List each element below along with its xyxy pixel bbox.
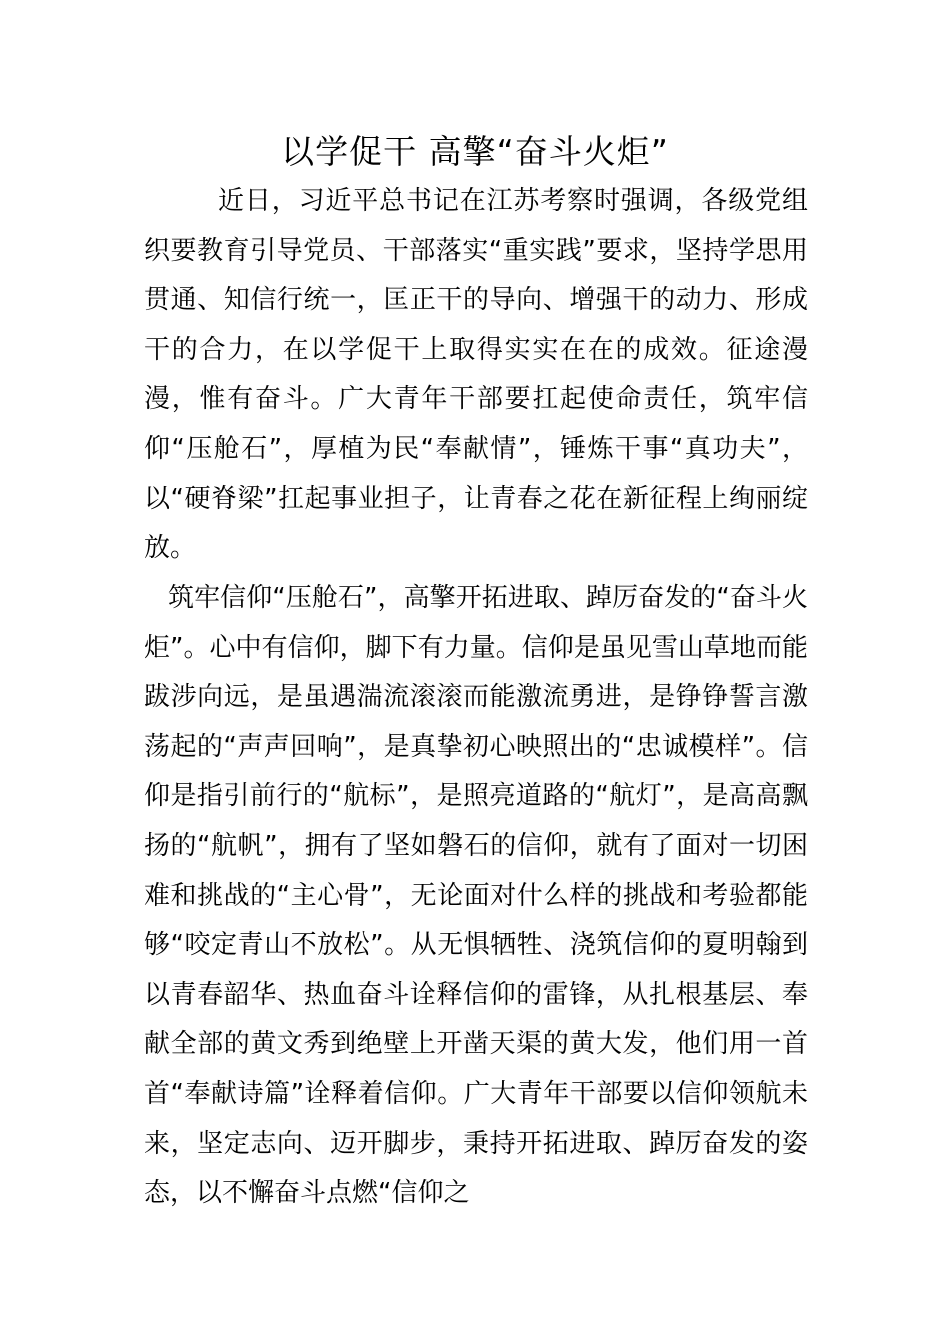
paragraph-faith: 筑牢信仰“压舱石”，高擎开拓进取、踔厉奋发的“奋斗火炬”。心中有信仰，脚下有力量。信仰是虽见雪山草地而能跋涉向远，是虽遇湍流滚滚而能激流勇进，是铮铮誓言激荡起的“声声回响”，是真挚初心映照出的“忠诚模样”。信仰是指引前行的“航标”，是照亮道路的“航灯”，是高高飘扬的“航帆”，拥有了坚如磐石的信仰，就有了面对一切困难和挑战的“主心骨”，无论面对什么样的挑战和考验都能够“咬定青山不放松”。从无惧牺牲、浇筑信仰的夏明翰到以青春韶华、热血奋斗诠释信仰的雷锋，从扎根基层、奉献全部的黄文秀到绝壁上开凿天渠的黄大发，他们用一首首“奉献诗篇”诠释着信仰。广大青年干部要以信仰领航未来，坚定志向、迈开脚步，秉持开拓进取、踔厉奋发的姿态，以不懈奋斗点燃“信仰之 [144, 583, 808, 1209]
paragraph-intro: 近日，习近平总书记在江苏考察时强调，各级党组织要教育引导党员、干部落实“重实践”要求，坚持学思用贯通、知信行统一，匡正干的导向、增强干的动力、形成干的合力，在以学促干上取得实实在在的成效。征途漫漫，惟有奋斗。广大青年干部要扛起使命责任，筑牢信仰“压舱石”，厚植为民“奉献情”，锤炼干事“真功夫”，以“硬脊梁”扛起事业担子，让青春之花在新征程上绚丽绽放。 [144, 186, 808, 564]
document-title: 以学促干 高擎“奋斗火炬” [281, 132, 669, 171]
